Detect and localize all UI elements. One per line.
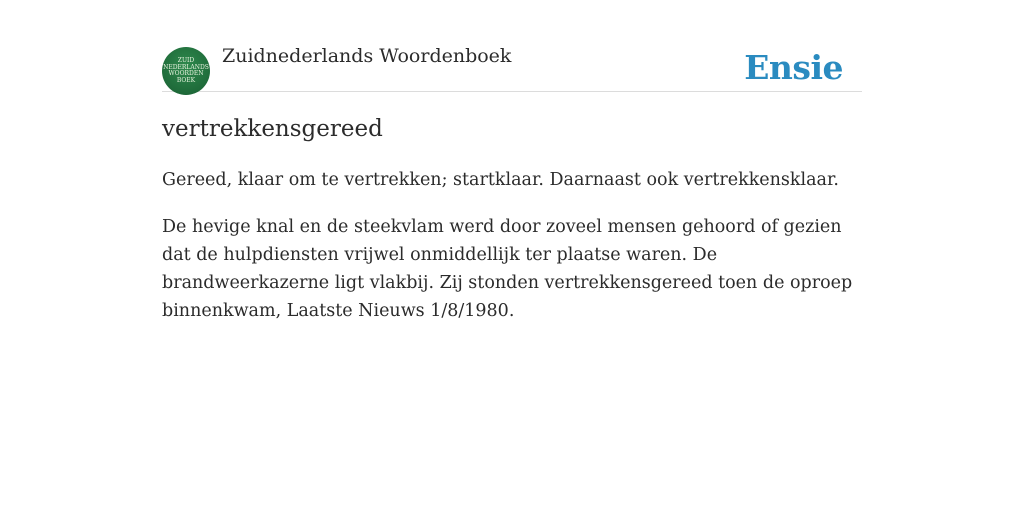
logo-line-1: ZUID [177, 57, 195, 64]
logo-line-2: NEDERLANDS [163, 63, 209, 71]
logo-line-3: WOORDEN [168, 70, 204, 77]
logo-line-4: BOEK [176, 76, 196, 84]
site-title[interactable]: Zuidnederlands Woordenboek [222, 45, 512, 67]
entry-headword: vertrekkensgereed [162, 116, 383, 142]
page-container [162, 44, 862, 325]
brand-logo-link[interactable]: Ensie [744, 48, 843, 87]
entry-definition: Gereed, klaar om te vertrekken; startklaar. Daarnaast ook vertrekkensklaar. [162, 170, 839, 190]
entry-example: De hevige knal en de steekvlam werd door zoveel mensen gehoord of gezien dat de hulpdiensten vrijwel onmiddellijk ter plaatse waren. De brandweerkazerne ligt vlakbij. Zij stonden vertrekkensgereed toen de oproep binnenkwam, Laatste Nieuws 1/8/1980. [162, 217, 853, 321]
site-header [162, 44, 862, 92]
site-logo[interactable] [162, 47, 210, 95]
